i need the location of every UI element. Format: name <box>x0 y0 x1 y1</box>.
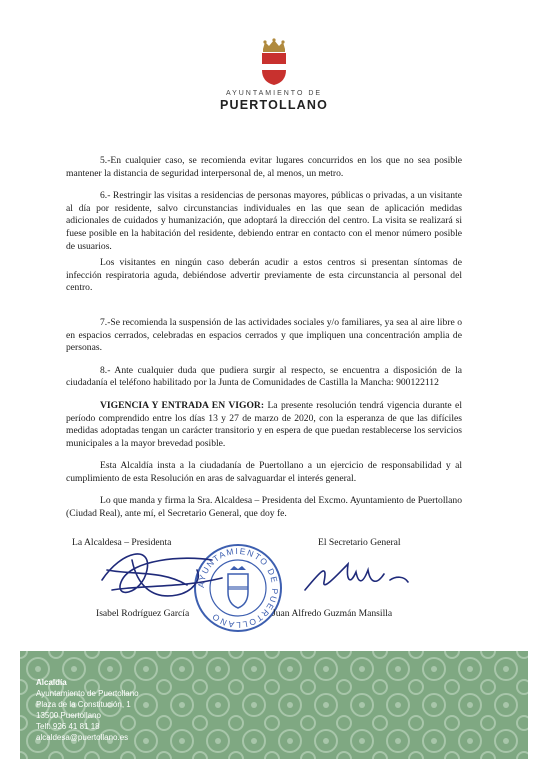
vigencia-text: La presente resolución tendrá vigencia durante el período comprendido entre los días 13 y 27 de marzo de 2020, con la esperanza de que las difíciles medidas adoptadas tengan un carácter transitorio y en espera de que puedan restablecerse los servicios municipales a la mayor brevedad posible. <box>66 399 462 449</box>
paragraph-6: 6.- Restringir las visitas a residencias de personas mayores, públicas o privadas, a un visitante al día por residente, salvo circunstancias individuales en las que sean de aplicación medidas adicionales de cuidados y humanización, que adoptará la dirección del centro. La visita se realizará si fuese posible en la habitación del residente, debiendo entrar en contacto con el menor número posible de usuarios. <box>66 190 462 252</box>
footer-line-4: Telf: 926 41 81 18 <box>36 722 100 731</box>
left-signer-name: Isabel Rodríguez García <box>96 608 190 619</box>
paragraph-5: 5.-En cualquier caso, se recomienda evitar lugares concurridos en los que no sea posible mantener la distancia de seguridad interpersonal de, al menos, un metro. <box>66 155 462 179</box>
paragraph-6b: Los visitantes en ningún caso deberán acudir a estos centros si presentan síntomas de infección respiratoria aguda, debiéndose advertir previamente de esta circunstancia al personal del centro. <box>66 257 462 294</box>
mayor-signature-icon <box>92 540 232 610</box>
paragraph-alcaldia: Esta Alcaldía insta a la ciudadanía de Puertollano a un ejercicio de responsabilidad y al cumplimiento de esta Resolución en aras de salvaguardar el interés general. <box>66 460 462 484</box>
stamp-ring-text: AYUNTAMIENTO DE PUERTOLLANO <box>195 545 281 631</box>
secretary-signature-icon <box>300 552 415 597</box>
right-signer-name: Juan Alfredo Guzmán Mansilla <box>272 608 393 619</box>
footer-line-2: Plaza de la Constitución, 1 <box>36 700 131 709</box>
footer-contact <box>36 677 139 743</box>
left-signer-role: La Alcaldesa – Presidenta <box>72 537 172 548</box>
right-signer-role: El Secretario General <box>318 537 401 548</box>
letterhead <box>0 38 548 112</box>
coat-of-arms-icon <box>259 38 289 86</box>
footer-email[interactable]: alcaldesa@puertollano.es <box>36 733 129 742</box>
footer-band <box>20 651 528 759</box>
document-body <box>66 155 462 531</box>
paragraph-vigencia <box>66 400 462 450</box>
paragraph-firma: Lo que manda y firma la Sra. Alcaldesa – Presidenta del Excmo. Ayuntamiento de Puertollano (Ciudad Real), ante mí, el Secretario General, que doy fe. <box>66 495 462 520</box>
vigencia-heading: VIGENCIA Y ENTRADA EN VIGOR: <box>100 399 265 411</box>
footer-line-3: 13500 Puertollano <box>36 711 101 720</box>
paragraph-7: 7.-Se recomienda la suspensión de las actividades sociales y/o familiares, ya sea al aire libre o en espacios cerrados, celebradas en espacios cerrados y que impliquen una concentración amplia de personas. <box>66 316 462 354</box>
paragraph-8: 8.- Ante cualquier duda que pudiera surgir al respecto, se encuentra a disposición de la ciudadanía el teléfono habilitado por la Junta de Comunidades de Castilla la Mancha: 900122112 <box>66 364 462 389</box>
footer-title: Alcaldía <box>36 678 67 687</box>
org-prefix: AYUNTAMIENTO DE <box>225 90 323 97</box>
footer-line-1: Ayuntamiento de Puertollano <box>36 689 139 698</box>
org-name: PUERTOLLANO <box>219 98 329 112</box>
